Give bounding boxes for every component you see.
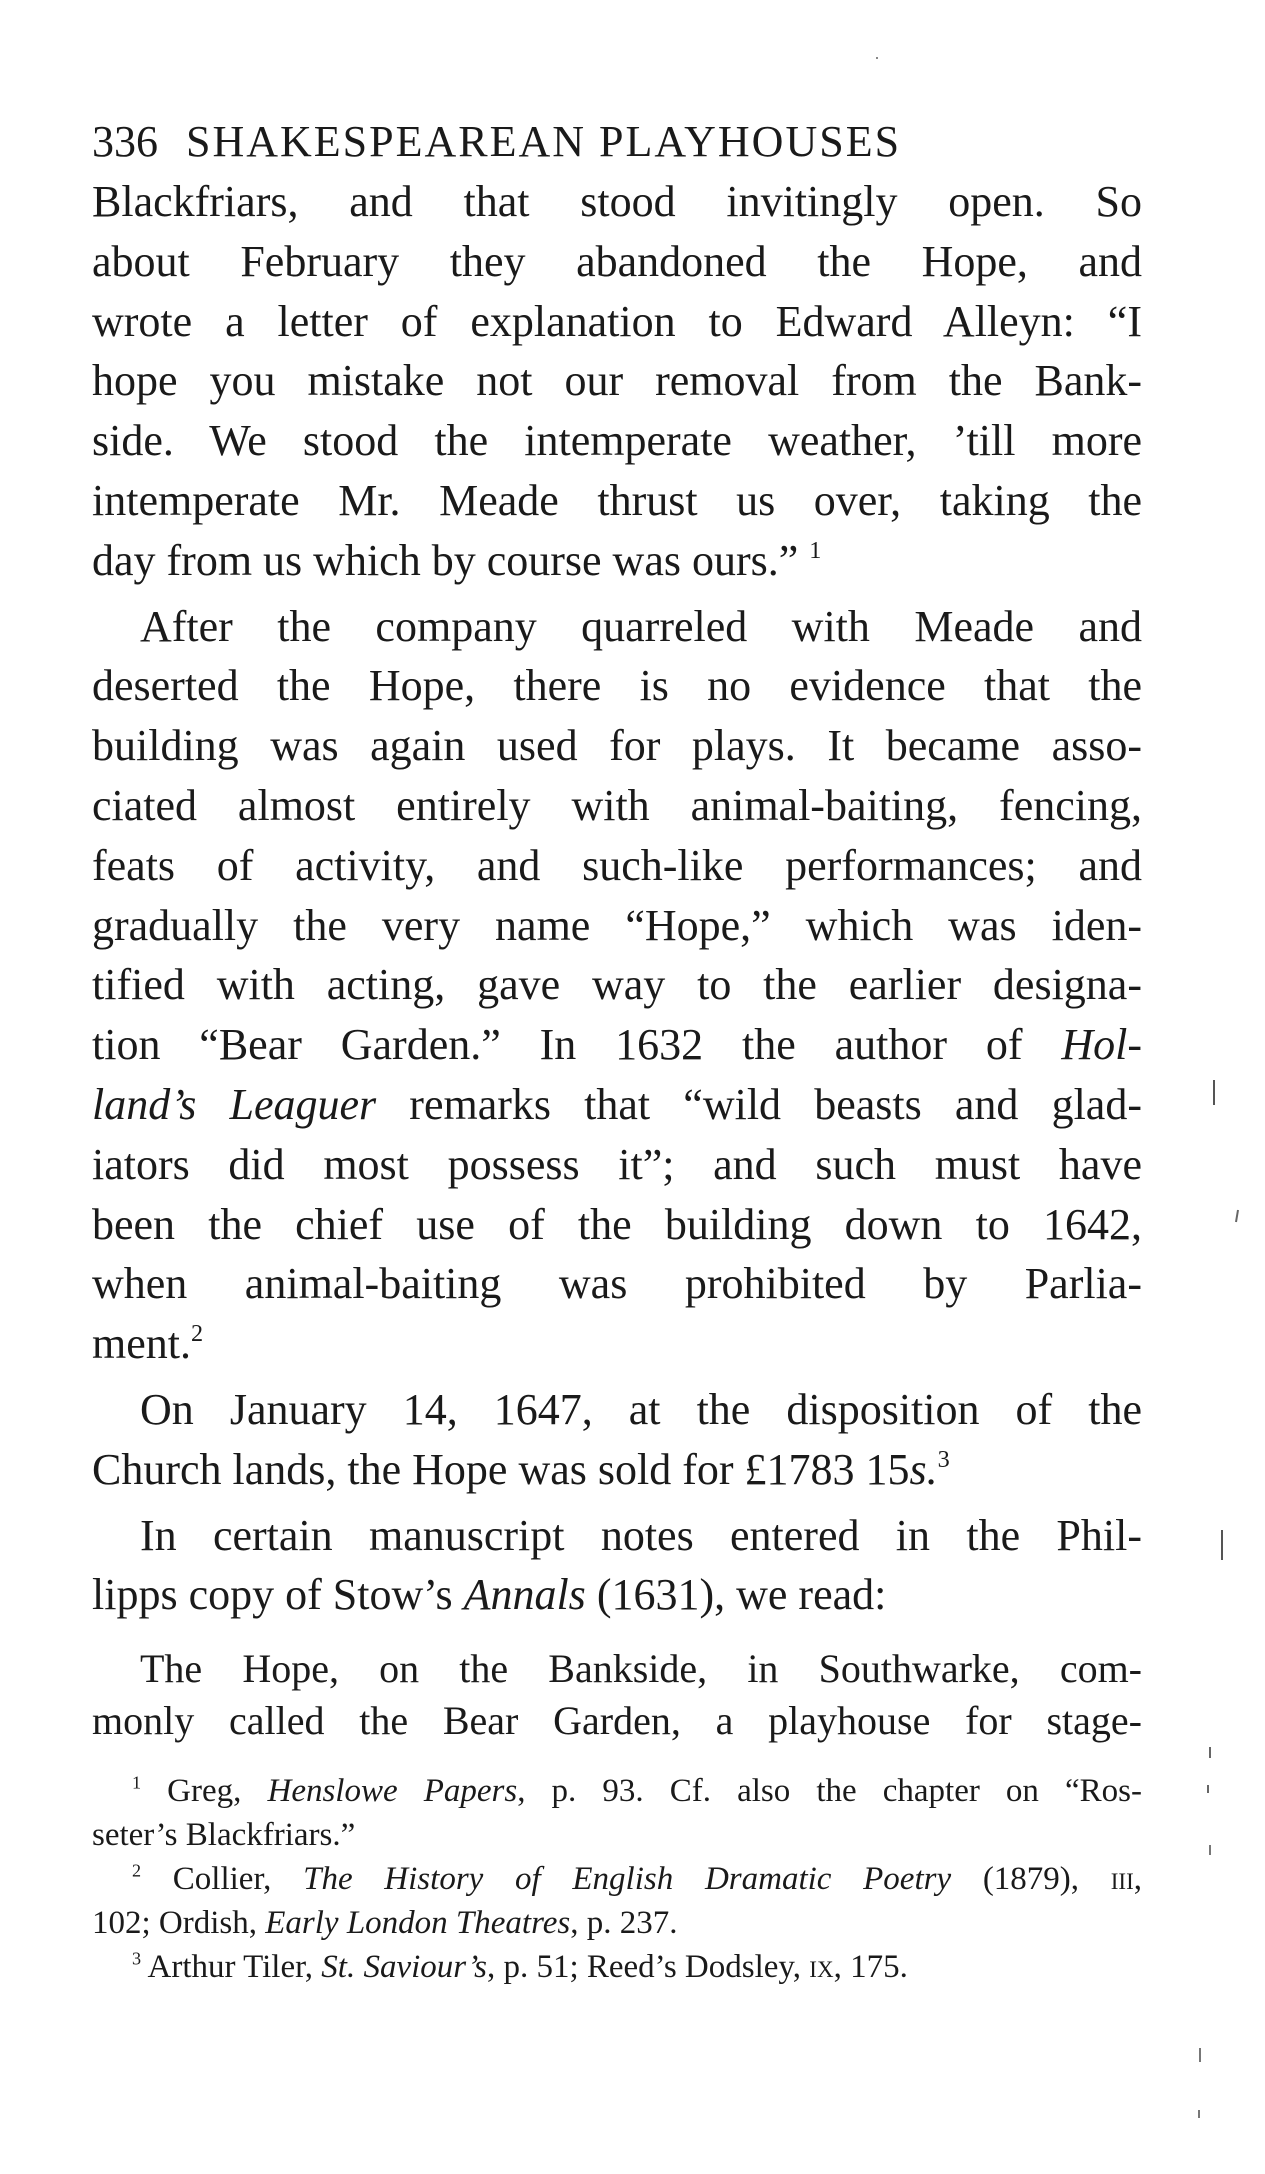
- footnote-3: [92, 1945, 1142, 1989]
- shillings-abbrev: s.: [909, 1444, 938, 1494]
- block-quote: [92, 1643, 1142, 1747]
- text-span: remarks that “wild beasts and glad-: [376, 1079, 1142, 1129]
- book-title-hollands-leaguer: land’s Leaguer: [92, 1079, 377, 1129]
- text-line: [92, 1015, 1142, 1075]
- text-line: deserted the Hope, there is no evidence that the: [92, 661, 1142, 711]
- book-title: Early London Theatres: [265, 1905, 571, 1942]
- text-line: intemperate Mr. Meade thrust us over, taking the: [92, 475, 1142, 525]
- text-line: wrote a letter of explanation to Edward Alleyn: “I: [92, 296, 1142, 346]
- quote-line: monly called the Bear Garden, a playhouse for stage-: [92, 1698, 1142, 1744]
- footnote-ref-2[interactable]: 2: [190, 1320, 204, 1348]
- book-title-annals: Annals: [463, 1570, 586, 1620]
- text-line: hope you mistake not our removal from the Bank-: [92, 356, 1142, 406]
- text-line: side. We stood the intemperate weather, ’till more: [92, 416, 1142, 466]
- text-line: ciated almost entirely with animal-baiting, fencing,: [92, 780, 1142, 830]
- text-span: (1631), we read:: [585, 1570, 887, 1620]
- text-line: tified with acting, gave way to the earlier designa-: [92, 960, 1142, 1010]
- text-span: day from us which by course was ours.”: [92, 535, 799, 585]
- text-span: ,: [1133, 1861, 1142, 1898]
- running-head: [92, 112, 1142, 172]
- page-number: 336: [92, 117, 158, 166]
- book-page: [92, 112, 1142, 1989]
- text-span: , p. 51; Reed’s Dodsley,: [486, 1949, 810, 1986]
- text-span: 102; Ordish,: [92, 1905, 266, 1942]
- text-span: (1879),: [951, 1861, 1111, 1898]
- text-span: , 175.: [833, 1949, 908, 1986]
- volume-numeral: ix: [809, 1949, 834, 1986]
- footnotes: [92, 1769, 1142, 1989]
- footnote-1: [92, 1769, 1142, 1813]
- text-span: lipps copy of Stow’s: [92, 1570, 464, 1620]
- text-line: feats of activity, and such-like performances; and: [92, 840, 1142, 890]
- paragraph-1: [92, 172, 1142, 591]
- text-line: [92, 1565, 1142, 1625]
- text-line: building was again used for plays. It became asso-: [92, 721, 1142, 771]
- text-line: Blackfriars, and that stood invitingly open. So: [92, 177, 1142, 226]
- footnote-marker: 1: [132, 1772, 142, 1793]
- text-line: been the chief use of the building down to 1642,: [92, 1199, 1142, 1249]
- text-line: gradually the very name “Hope,” which was iden-: [92, 900, 1142, 950]
- text-span: , p. 93. Cf. also the chapter on “Ros-: [517, 1773, 1143, 1810]
- text-line: when animal-baiting was prohibited by Parlia-: [92, 1259, 1142, 1309]
- book-title: Henslowe Papers: [267, 1773, 518, 1810]
- text-line: [92, 1440, 1142, 1500]
- text-line: In certain manuscript notes entered in the Phil-: [140, 1510, 1142, 1560]
- book-title: St. Saviour’s: [321, 1949, 487, 1986]
- book-title: The History of English Dramatic Poetry: [303, 1861, 952, 1898]
- text-span: Arthur Tiler,: [141, 1949, 322, 1986]
- text-line: [92, 1075, 1142, 1135]
- footnote-marker: 3: [132, 1948, 142, 1969]
- text-line: about February they abandoned the Hope, and: [92, 236, 1142, 286]
- text-line: iators did most possess it”; and such must have: [92, 1139, 1142, 1189]
- scan-speck: [1236, 1210, 1238, 1222]
- text-line: [92, 1314, 1142, 1374]
- paragraph-2: [92, 597, 1142, 1374]
- text-span: , p. 237.: [570, 1905, 678, 1942]
- text-span: Greg,: [141, 1773, 268, 1810]
- text-span: Collier,: [141, 1861, 304, 1898]
- footnote-ref-3[interactable]: 3: [937, 1445, 950, 1473]
- volume-numeral: iii: [1110, 1861, 1134, 1898]
- footnote-ref-1[interactable]: 1: [809, 536, 822, 564]
- text-line: [92, 531, 1142, 591]
- footnote-marker: 2: [132, 1860, 142, 1881]
- text-span: ment.: [92, 1319, 191, 1369]
- quote-line: The Hope, on the Bankside, in Southwarke, com-: [140, 1646, 1142, 1692]
- text-span: tion “Bear Garden.” In 1632 the author of: [92, 1020, 1062, 1070]
- text-span: Church lands, the Hope was sold for £1783 15: [92, 1444, 910, 1494]
- text-line: On January 14, 1647, at the disposition of the: [140, 1384, 1142, 1434]
- footnote-2-continuation: [92, 1901, 1142, 1945]
- footnote-2: [92, 1857, 1142, 1901]
- running-title: SHAKESPEAREAN PLAYHOUSES: [186, 117, 902, 166]
- text-line: After the company quarreled with Meade and: [140, 601, 1142, 651]
- book-title-hollands-leaguer: Hol-: [1061, 1020, 1142, 1070]
- paragraph-3: [92, 1380, 1142, 1500]
- paragraph-4: [92, 1506, 1142, 1626]
- footnote-1-continuation: seter’s Blackfriars.”: [92, 1817, 356, 1854]
